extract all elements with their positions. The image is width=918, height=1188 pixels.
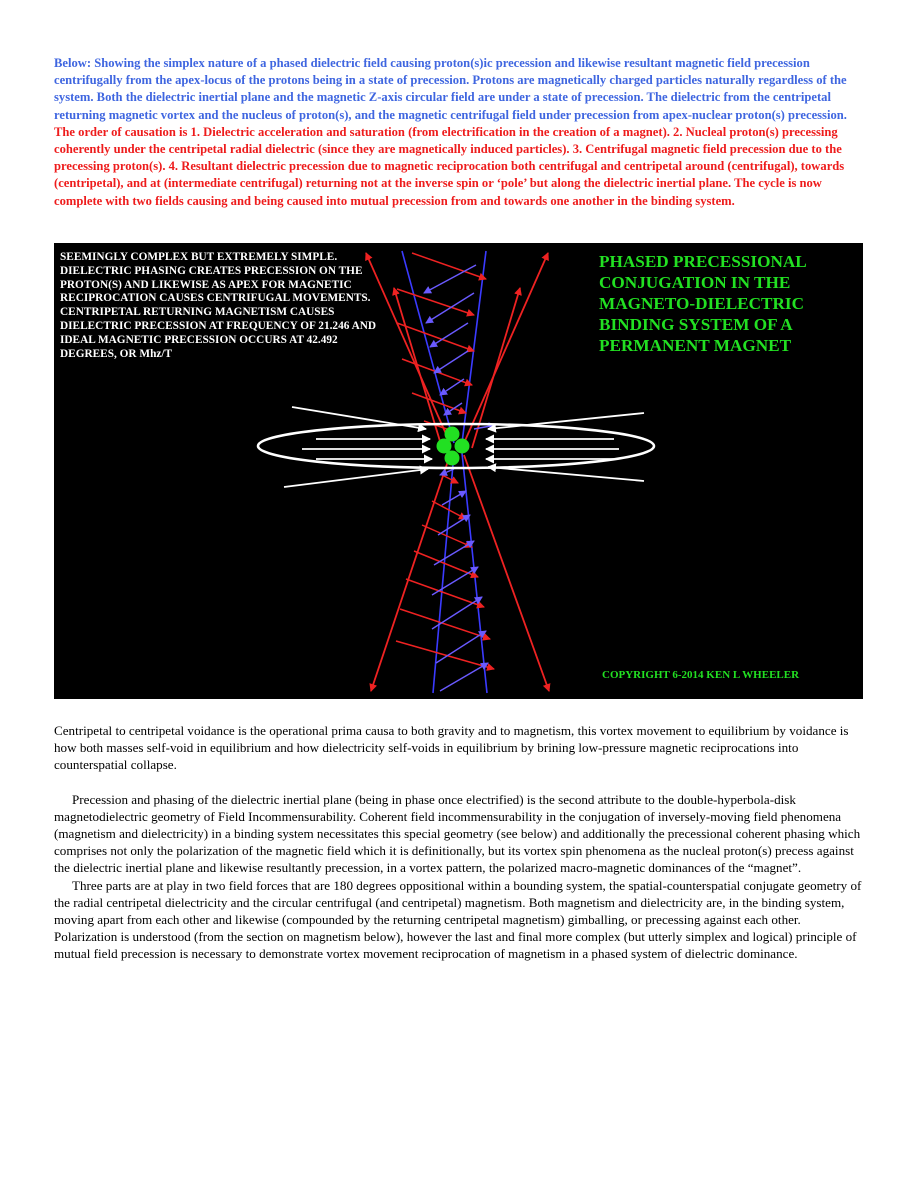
caption-description: Below: Showing the simplex nature of a phased dielectric field causing proton(s)ic precession and likewise resultant magnetic field precession centrifugally from the apex-locus of the protons being in a state of precession. Protons are magnetically charged particles naturally regardless of the system. Both the dielectric inertial plane and the magnetic Z-axis circular field are under a state of precession. The dielectric from the centripetal returning magnetic vortex and the nucleus of proton(s), and the magnetic centrifugal field under precession from apex-nuclear proton(s) precession.	[54, 56, 847, 122]
caption-causation-order: The order of causation is 1. Dielectric acceleration and saturation (from electrification in the creation of a magnet). 2. Nucleal proton(s) precessing coherently under the centripetal radial dielectric (since they are magnetically induced particles). 3. Centrifugal magnetic field precession due to the precessing proton(s). 4. Resultant dielectric precession due to magnetic reciprocation both centrifugal and centripetal around (centrifugal), towards (centripetal), and at (intermediate centrifugal) returning not at the inverse spin or ‘pole’ but along the dielectric inertial plane. The cycle is now complete with two fields causing and being caused into mutual precession from and towards one another in the binding system.	[54, 124, 845, 208]
dielectric-rays	[366, 253, 549, 691]
proton-nucleus	[437, 427, 470, 466]
paragraph-three-parts: Three parts are at play in two field forces that are 180 degrees oppositional within a bounding system, the spatial-counterspatial conjugate geometry of the radial centripetal dielectricity and the circular centrifugal (and centripetal) magnetism. Both magnetism and dielectricity are, in the binding system, moving apart from each other and likewise (compounded by the returning centripetal magnetism) gimballing, or precessing against each other. Polarization is understood (from the section on magnetism below), however the last and final more complex (but utterly simplex and logical) principle of mutual field precession is necessary to demonstrate vortex movement reciprocation of magnetism in a phased system of dielectric dominance.	[54, 877, 862, 962]
diagram-note: SEEMINGLY COMPLEX BUT EXTREMELY SIMPLE. DIELECTRIC PHASING CREATES PRECESSION ON THE PROTON(S) AND LIKEWISE AS APEX FOR MAGNETIC RECIPROCATION CAUSES CENTRIFUGAL MOVEMENTS. CENTRIPETAL RETURNING MAGNETISM CAUSES DIELECTRIC PRECESSION AT FREQUENCY OF 21.246 AND IDEAL MAGNETIC PRECESSION OCCURS AT 42.492 DEGREES, OR Mhz/T	[60, 251, 377, 360]
diagram-copyright: COPYRIGHT 6-2014 KEN L WHEELER	[602, 669, 800, 681]
body-text	[54, 722, 866, 963]
precession-diagram	[54, 243, 863, 699]
paragraph-precession: Precession and phasing of the dielectric inertial plane (being in phase once electrified) is the second attribute to the double-hyperbola-disk magnetodielectric geometry of Field Incommensurability. Coherent field incommensurability in the conjugation of inversely-moving field phenomena (magnetism and dielectricity) in a binding system necessitates this special geometry (see below) and additionally the precessional coherent phasing which comprises not only the polarization of the magnetic field which it is definitionally, but its vortex spin phenomena as the nucleal proton(s) precess against the dielectric inertial plane and likewise resultantly precession, in a vortex pattern, the polarized macro-magnetic dominances of the “magnet”.	[54, 791, 861, 876]
diagram-title: PHASED PRECESSIONAL CONJUGATION IN THE MAGNETO-DIELECTRIC BINDING SYSTEM OF A PERMANENT MAGNET	[599, 252, 806, 355]
figure-caption	[54, 55, 866, 210]
paragraph-voidance: Centripetal to centripetal voidance is the operational prima causa to both gravity and to magnetism, this vortex movement to equilibrium by voidance is how both masses self-void in equilibrium and how dielectricity self-voids in equilibrium by brining low-pressure magnetic reciprocations into counterspatial collapse.	[54, 723, 849, 773]
lower-magnetic-arrows	[432, 469, 488, 691]
